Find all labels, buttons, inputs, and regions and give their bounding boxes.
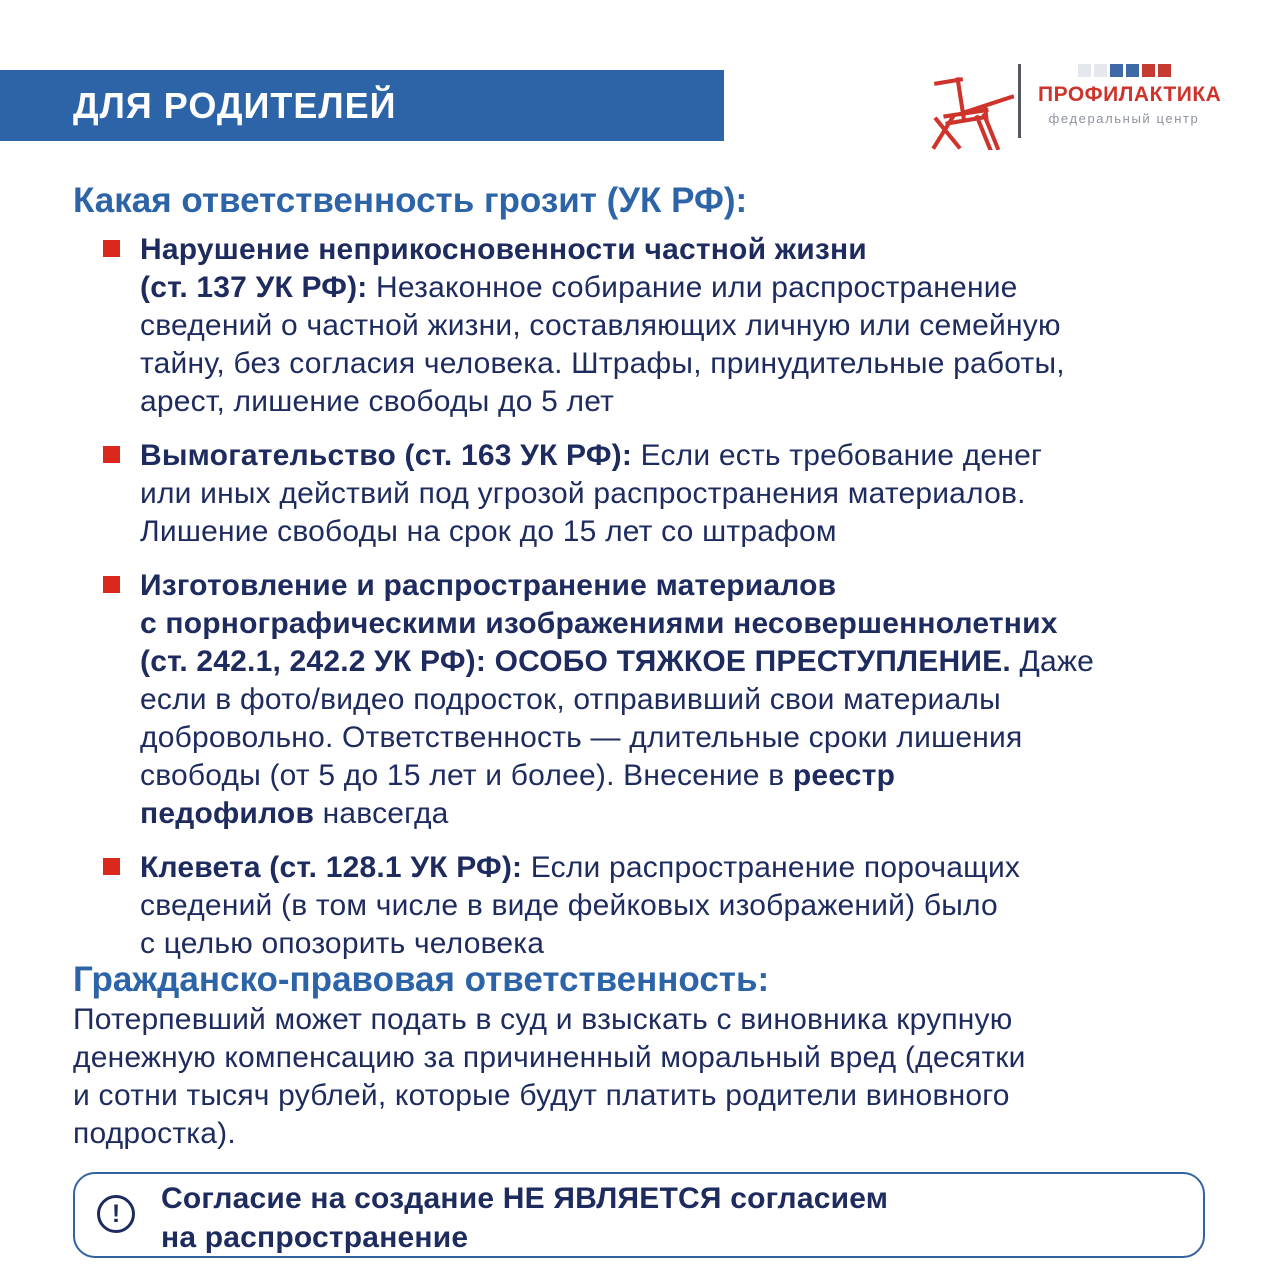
bullet-square-icon (103, 576, 120, 593)
brand-name: ПРОФИЛАКТИКА (1038, 83, 1222, 106)
brand-square (1110, 64, 1123, 77)
logo-divider (1018, 64, 1021, 138)
section1-heading: Какая ответственность грозит (УК РФ): (73, 181, 748, 220)
exclamation-icon: ! (97, 1195, 135, 1233)
brand-square (1158, 64, 1171, 77)
list-item (73, 567, 1213, 833)
list-item (73, 849, 1213, 963)
section2-paragraph: Потерпевший может подать в суд и взыскать с виновника крупную денежную компенсацию за причиненный моральный вред (десятки и сотни тысяч рублей, которые будут платить родители виновного подростка). (73, 1003, 1026, 1150)
header-banner (0, 70, 724, 141)
responsibility-list (73, 231, 1213, 979)
list-item-text: Изготовление и распространение материалов с порнографическими изображениями несовершеннолетних (ст. 242.1, 242.2 УК РФ): ОСОБО ТЯЖКОЕ ПРЕСТУПЛЕНИЕ. Даже если в фото/видео подросток, отправивший свои материалы добровольно. Ответственность — длительные сроки лишения свободы (от 5 до 15 лет и более). Внесение в реестр педофилов навсегда (140, 569, 1094, 830)
list-item-text: Нарушение неприкосновенности частной жизни (ст. 137 УК РФ): Незаконное собирание или распространение сведений о частной жизни, составляющих личную или семейную тайну, без согласия человека. Штрафы, принудительные работы, арест, лишение свободы до 5 лет (140, 233, 1065, 418)
section2-heading: Гражданско-правовая ответственность: (73, 960, 770, 999)
bullet-square-icon (103, 858, 120, 875)
list-item-text: Клевета (ст. 128.1 УК РФ): Если распространение порочащих сведений (в том числе в виде фейковых изображений) было с целью опозорить человека (140, 851, 1021, 960)
bullet-square-icon (103, 240, 120, 257)
callout-box (73, 1172, 1205, 1258)
brand-square (1078, 64, 1091, 77)
brand-square (1126, 64, 1139, 77)
chair-logo-icon (923, 58, 1015, 150)
brand-block (1038, 64, 1222, 126)
bullet-square-icon (103, 446, 120, 463)
page-title: ДЛЯ РОДИТЕЛЕЙ (73, 84, 397, 126)
list-item-text: Вымогательство (ст. 163 УК РФ): Если есть требование денег или иных действий под угрозой распространения материалов. Лишение свободы на срок до 15 лет со штрафом (140, 439, 1043, 548)
brand-subtitle: федеральный центр (1048, 111, 1200, 126)
callout-text: Согласие на создание НЕ ЯВЛЯЕТСЯ согласием на распространение (161, 1182, 889, 1254)
brand-square (1142, 64, 1155, 77)
list-item (73, 231, 1213, 421)
list-item (73, 437, 1213, 551)
brand-squares-icon (1038, 64, 1210, 77)
brand-square (1094, 64, 1107, 77)
